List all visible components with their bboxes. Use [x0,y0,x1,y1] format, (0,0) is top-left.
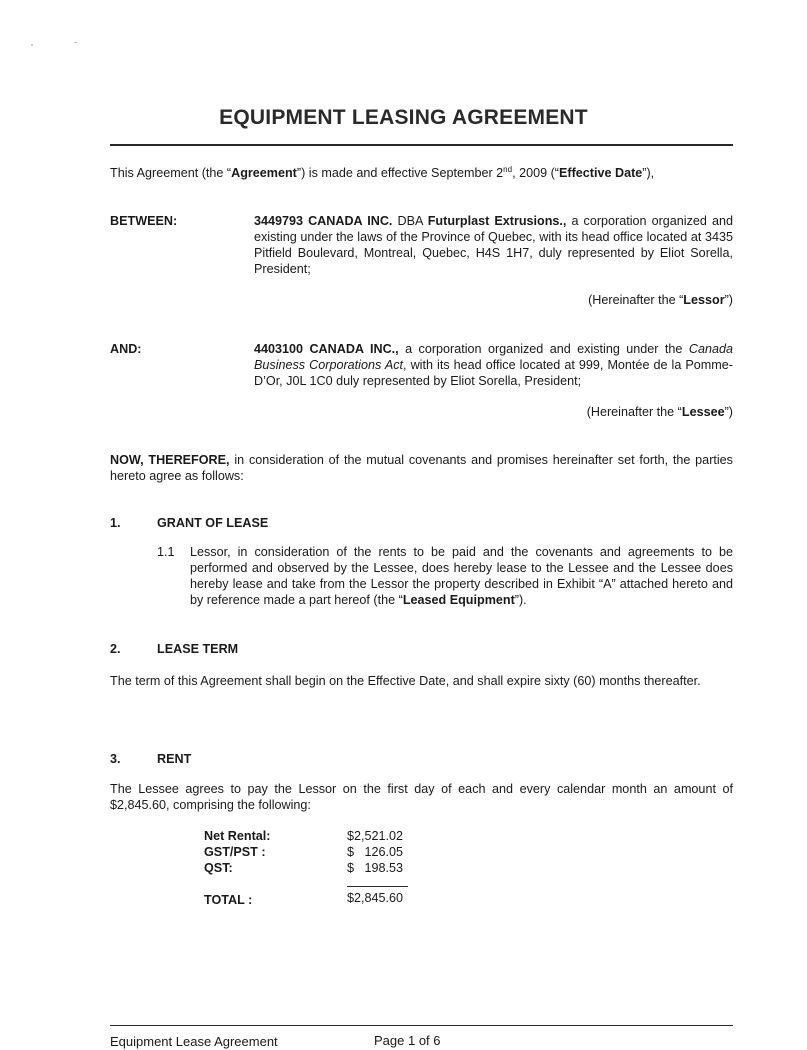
between-label: BETWEEN: [110,214,178,228]
and-label: AND: [110,342,142,356]
section-2-text: The term of this Agreement shall begin on the Effective Date, and shall expire sixty (60) months thereafter. [110,674,701,688]
total-label: TOTAL : [204,893,253,907]
rent-row-label: QST: [204,861,233,875]
effective-date-term: Effective Date [558,166,643,180]
lessor-name: 3449793 CANADA INC. [254,214,393,228]
leased-equipment-term: Leased Equipment [402,593,515,607]
rent-row [204,844,403,860]
section-3-heading: RENT [157,752,192,766]
clause-1-1-number: 1.1 [157,545,175,559]
total-rule [347,886,408,887]
lessor-hereinafter: (Hereinafter the “Lessor”) [588,293,733,307]
scan-speck [74,42,77,43]
rent-row [204,860,403,876]
document-title: EQUIPMENT LEASING AGREEMENT [219,106,588,129]
lessee-description: 4403100 CANADA INC., a corporation organized and existing under the Canada Business Corporations Act, with its head office located at 999, Montée de la Pomme-D’Or, J0L 1C0 duly represented by Eliot Sorella, President; [254,342,733,388]
title-divider [110,144,733,146]
lessee-name: 4403100 CANADA INC., [254,342,399,356]
section-3-number: 3. [110,752,121,766]
section-2-number: 2. [110,642,121,656]
agreement-term: Agreement [231,166,297,180]
scan-speck [31,44,33,46]
intro-paragraph: This Agreement (the “Agreement”) is made and effective September 2nd, 2009 (“Effective Date”), [110,164,655,180]
rent-row-label: GST/PST : [204,845,266,859]
lessee-hereinafter: (Hereinafter the “Lessee”) [586,405,733,419]
rent-row-value: $ 126.05 [347,845,404,859]
footer-document-name: Equipment Lease Agreement [110,1034,278,1049]
total-value: $2,845.60 [347,891,404,905]
section-2-heading: LEASE TERM [157,642,239,656]
section-3-text: The Lessee agrees to pay the Lessor on the first day of each and every calendar month an amount of $2,845.60, comprising the following: [110,782,733,812]
rent-row-value: $2,521.02 [347,829,404,843]
rent-breakdown [204,828,403,876]
rent-row-label: Net Rental: [204,829,271,843]
act-name: Canada Business Corporations Act [254,342,733,372]
lessor-trade-name: Futurplast Extrusions., [427,214,567,228]
section-1-heading: GRANT OF LEASE [157,516,269,530]
rent-row [204,828,403,844]
now-therefore-paragraph: NOW, THEREFORE, in consideration of the mutual covenants and promises hereinafter set forth, the parties hereto agree as follows: [110,453,733,483]
rent-row-value: $ 198.53 [347,861,404,875]
clause-1-1-text: Lessor, in consideration of the rents to be paid and the covenants and agreements to be performed and observed by the Lessee, does hereby lease to the Lessee and the Lessee does hereby lease and take from the Lessor the property described in Exhibit “A” attached hereto and by reference made a part hereof (the “Leased Equipment”). [190,545,733,607]
footer-divider [110,1025,733,1026]
section-1-number: 1. [110,516,121,530]
footer-page-number: Page 1 of 6 [374,1033,441,1048]
lessor-description: 3449793 CANADA INC. DBA Futurplast Extrusions., a corporation organized and existing under the laws of the Province of Quebec, with its head office located at 3435 Pitfield Boulevard, Montreal, Quebec, H4S 1H7, duly represented by Eliot Sorella, President; [254,214,733,276]
